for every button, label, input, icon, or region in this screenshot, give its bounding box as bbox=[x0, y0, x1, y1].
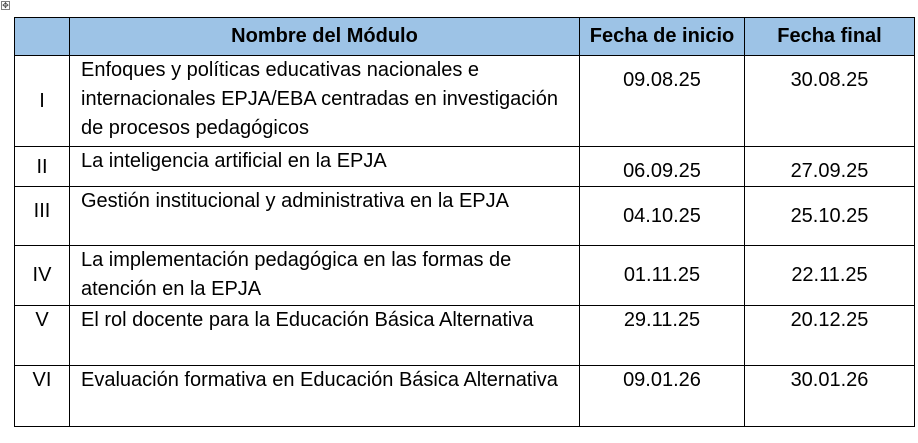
module-number: III bbox=[15, 187, 70, 246]
module-end-date: 20.12.25 bbox=[745, 306, 915, 366]
module-number: VI bbox=[15, 366, 70, 427]
module-start-date: 04.10.25 bbox=[580, 187, 745, 246]
table-row bbox=[15, 246, 915, 306]
module-start-date: 06.09.25 bbox=[580, 147, 745, 187]
table-move-handle-icon[interactable]: ✥ bbox=[2, 1, 9, 10]
table-row bbox=[15, 187, 915, 246]
module-number: IV bbox=[15, 246, 70, 306]
module-start-date: 01.11.25 bbox=[580, 246, 745, 306]
table-row bbox=[15, 306, 915, 366]
module-number: V bbox=[15, 306, 70, 366]
module-end-date: 30.01.26 bbox=[745, 366, 915, 427]
module-end-date: 27.09.25 bbox=[745, 147, 915, 187]
header-end-date: Fecha final bbox=[745, 18, 915, 56]
header-number bbox=[15, 18, 70, 56]
module-number: II bbox=[15, 147, 70, 187]
module-end-date: 25.10.25 bbox=[745, 187, 915, 246]
module-name: El rol docente para la Educación Básica Alternativa bbox=[70, 306, 580, 366]
module-start-date: 09.08.25 bbox=[580, 56, 745, 147]
module-name: Gestión institucional y administrativa en la EPJA bbox=[70, 187, 580, 246]
header-start-date: Fecha de inicio bbox=[580, 18, 745, 56]
module-schedule-table bbox=[14, 17, 915, 427]
table-row bbox=[15, 56, 915, 147]
module-name: Enfoques y políticas educativas nacionales e internacionales EPJA/EBA centradas en investigación de procesos pedagógicos bbox=[70, 56, 580, 147]
module-number: I bbox=[15, 56, 70, 147]
module-name: Evaluación formativa en Educación Básica Alternativa bbox=[70, 366, 580, 427]
table-header-row bbox=[15, 18, 915, 56]
header-module-name: Nombre del Módulo bbox=[70, 18, 580, 56]
module-start-date: 09.01.26 bbox=[580, 366, 745, 427]
module-name: La implementación pedagógica en las formas de atención en la EPJA bbox=[70, 246, 580, 306]
module-name: La inteligencia artificial en la EPJA bbox=[70, 147, 580, 187]
module-end-date: 30.08.25 bbox=[745, 56, 915, 147]
table-row bbox=[15, 366, 915, 427]
module-start-date: 29.11.25 bbox=[580, 306, 745, 366]
module-end-date: 22.11.25 bbox=[745, 246, 915, 306]
table-row bbox=[15, 147, 915, 187]
